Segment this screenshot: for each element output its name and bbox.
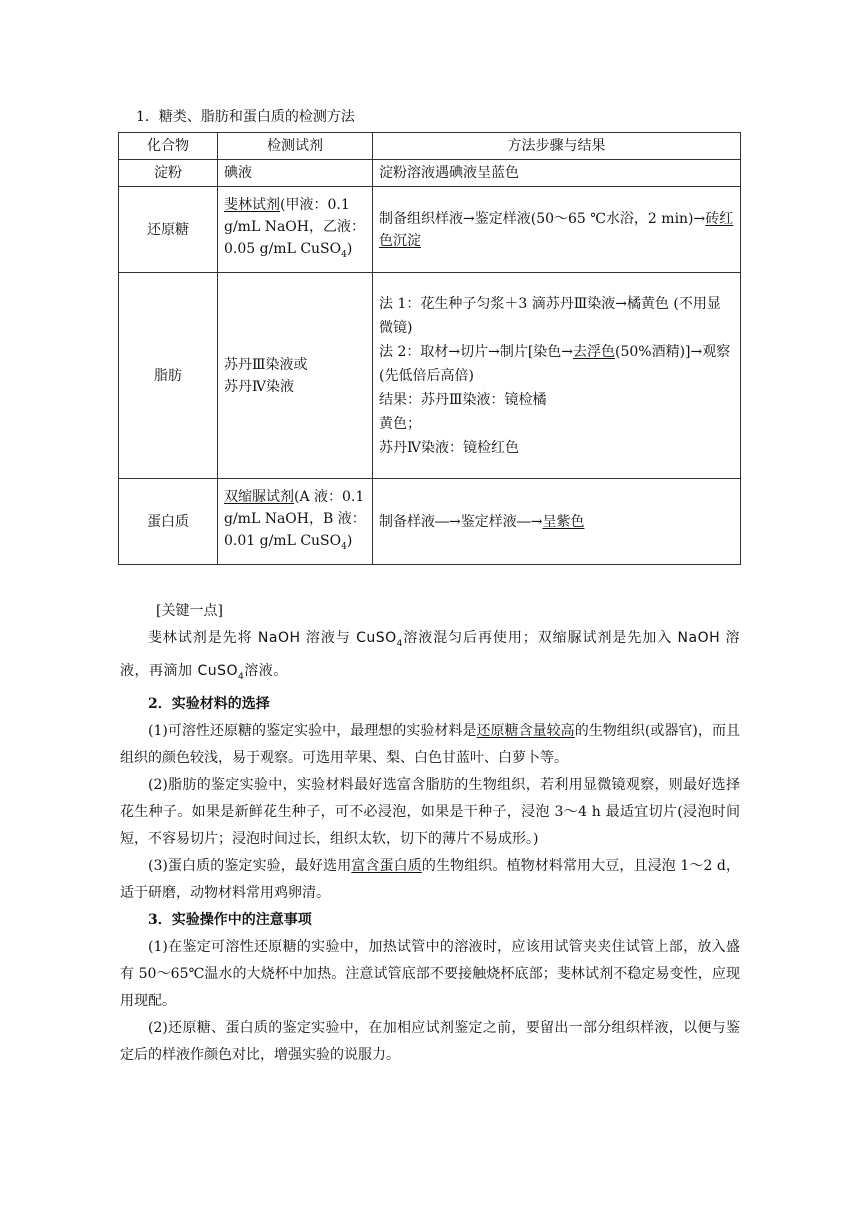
- method-line: 结果：苏丹Ⅲ染液：镜检橘: [379, 391, 547, 408]
- section1-title: 1．糖类、脂肪和蛋白质的检测方法: [136, 109, 355, 125]
- header-compound: 化合物: [119, 133, 218, 160]
- key-point-text: [120, 625, 740, 691]
- reagent-cell: [218, 187, 373, 273]
- para-text: 的生物组织(或器官)，而且组织的颜色较浅，易于观察。可选用苹果、梨、白色甘蓝叶、白萝卜等。: [120, 722, 740, 766]
- paragraph: (2)还原糖、蛋白质的鉴定实验中，在加相应试剂鉴定之前，要留出一部分组织样液，以便与鉴定后的样液作颜色对比，增强实验的说服力。: [120, 1019, 740, 1063]
- section3-title: 3．实验操作中的注意事项: [148, 911, 312, 928]
- table-row: [119, 160, 741, 187]
- reagent-line: 苏丹Ⅳ染液: [224, 378, 294, 395]
- paragraph: [120, 853, 740, 907]
- para-text: (1)可溶性还原糖的鉴定实验中，最理想的实验材料是: [148, 722, 477, 739]
- reagent-detail: (A 液：0.1 g/mL NaOH，B 液：0.01 g/mL CuSO: [224, 488, 366, 549]
- subscript: 4: [341, 541, 347, 552]
- method-text: 制备样液―→鉴定样液―→: [379, 513, 543, 530]
- method-text: (50%酒精)]→观察(先低倍后高倍): [379, 343, 731, 384]
- subscript: 4: [396, 638, 403, 649]
- key-point-title: [关键一点]: [156, 603, 223, 619]
- para-term: 富含蛋白质: [351, 857, 422, 874]
- key-point: [120, 598, 740, 1069]
- reagent-detail-end: ): [346, 532, 353, 549]
- method-cell: 淀粉溶液遇碘液呈蓝色: [373, 160, 741, 187]
- key-text: 斐林试剂是先将 NaOH 溶液与 CuSO: [148, 630, 397, 646]
- key-text: 溶液。: [244, 662, 288, 679]
- reagent-cell: [218, 273, 373, 479]
- header-reagent: 检测试剂: [218, 133, 373, 160]
- method-cell: [373, 479, 741, 565]
- method-result: 呈紫色: [542, 513, 585, 530]
- method-cell: [373, 273, 741, 479]
- header-method: 方法步骤与结果: [373, 133, 741, 160]
- paragraph: (2)脂肪的鉴定实验中，实验材料最好选富含脂肪的生物组织，若利用显微镜观察，则最好选择花生种子。如果是新鲜花生种子，可不必浸泡，如果是干种子，浸泡 3～4 h 最适宜切片(浸泡时间短，不容易切片；浸泡时间过长，组织太软，切下的薄片不易成形。): [120, 776, 740, 847]
- reagent-cell: [218, 479, 373, 565]
- reagent-cell: 碘液: [218, 160, 373, 187]
- method-cell: [373, 187, 741, 273]
- reagent-detail-end: ): [346, 240, 353, 257]
- para-term: 还原糖含量较高: [476, 722, 575, 739]
- method-text: 法 2：取材→切片→制片[染色→: [379, 343, 574, 360]
- subscript: 4: [238, 671, 245, 682]
- table-header-row: [119, 133, 741, 160]
- compound-cell: 淀粉: [119, 160, 218, 187]
- reagent-name: 斐林试剂: [224, 196, 280, 213]
- compound-cell: 脂肪: [119, 273, 218, 479]
- method-line: 苏丹Ⅳ染液：镜检红色: [379, 439, 519, 456]
- reagent-name: 双缩脲试剂: [224, 488, 294, 505]
- table-row: [119, 273, 741, 479]
- key-text: 溶液混匀后再使用；双缩脲试剂是先加入 NaOH 溶液，再滴加 CuSO: [120, 630, 740, 679]
- reagent-detail: (甲液：0.1 g/mL NaOH，乙液：0.05 g/mL CuSO: [224, 196, 365, 257]
- method-line: 黄色；: [379, 415, 421, 432]
- table-row: [119, 479, 741, 565]
- reagent-line: 苏丹Ⅲ染液或: [224, 356, 308, 373]
- paragraph: [120, 718, 740, 772]
- method-text: 制备组织样液→鉴定样液(50～65 ℃水浴，2 min)→: [379, 210, 706, 227]
- detection-table: [118, 132, 741, 565]
- paragraph: (1)在鉴定可溶性还原糖的实验中，加热试管中的溶液时，应该用试管夹夹住试管上部，放入盛有 50～65℃温水的大烧杯中加热。注意试管底部不要接触烧杯底部；斐林试剂不稳定易变性，应现用现配。: [120, 938, 740, 1009]
- method-line: 法 1：花生种子匀浆＋3 滴苏丹Ⅲ染液→橘黄色 (不用显微镜): [379, 295, 721, 336]
- table-row: [119, 187, 741, 273]
- compound-cell: 蛋白质: [119, 479, 218, 565]
- compound-cell: 还原糖: [119, 187, 218, 273]
- method-line: [379, 340, 734, 388]
- section2-title: 2．实验材料的选择: [148, 695, 270, 712]
- method-term: 去浮色: [573, 343, 616, 360]
- method-result: 砖红色沉淀: [379, 210, 734, 249]
- para-text: 的生物组织。植物材料常用大豆，且浸泡 1～2 d，适于研磨，动物材料常用鸡卵清。: [120, 857, 740, 901]
- subscript: 4: [341, 249, 347, 260]
- para-text: (3)蛋白质的鉴定实验，最好选用: [148, 857, 352, 874]
